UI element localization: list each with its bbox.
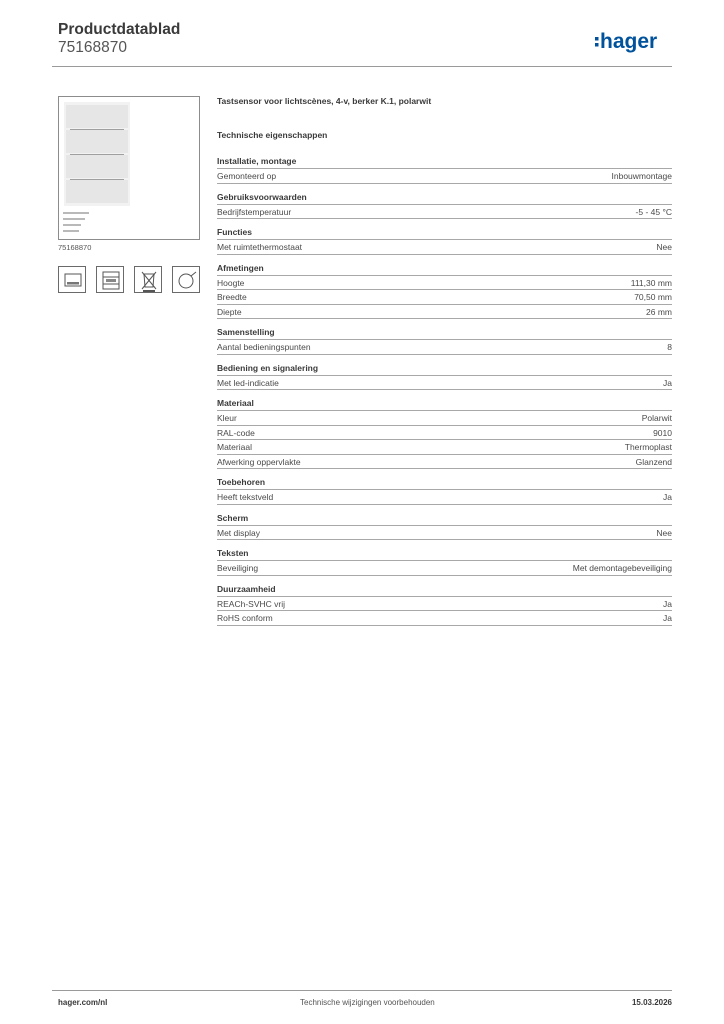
spec-section — [217, 362, 672, 391]
footer-website[interactable]: hager.com/nl — [58, 998, 108, 1007]
spec-value: Thermoplast — [624, 442, 672, 452]
footer-disclaimer: Technische wijzigingen voorbehouden — [300, 998, 435, 1007]
spec-label: Met led-indicatie — [217, 377, 279, 388]
spec-section-title: Materiaal — [217, 398, 254, 408]
spec-label: Met ruimtethermostaat — [217, 242, 303, 252]
spec-label: Beveiliging — [217, 563, 259, 573]
footer-divider — [52, 990, 672, 991]
spec-row — [217, 304, 672, 320]
spec-section — [217, 547, 672, 576]
weee-bin-icon — [134, 266, 162, 293]
spec-label: REACh-SVHC vrij — [217, 598, 286, 609]
spec-section-title: Samenstelling — [217, 327, 275, 337]
spec-row — [217, 289, 672, 304]
spec-row — [217, 596, 672, 611]
spec-label: Bedrijfstemperatuur — [217, 206, 292, 217]
svg-text:hager: hager — [600, 30, 658, 53]
spec-section-title: Afmetingen — [217, 262, 264, 273]
product-description: Tastsensor voor lichtscènes, 4-v, berker K.1, polarwit — [217, 96, 432, 106]
spec-label: Materiaal — [217, 442, 252, 452]
spec-label: Hoogte — [217, 277, 245, 288]
article-number: 75168870 — [58, 39, 127, 56]
spec-row — [217, 275, 672, 290]
spec-value: Polarwit — [641, 413, 672, 423]
spec-value: Ja — [663, 492, 672, 502]
image-caption: 75168870 — [58, 243, 92, 252]
spec-value: Ja — [663, 377, 672, 388]
spec-section — [217, 512, 672, 541]
spec-label: RAL-code — [217, 427, 255, 438]
spec-value: Inbouwmontage — [611, 171, 672, 181]
spec-row — [217, 610, 672, 626]
spec-label: Kleur — [217, 413, 237, 423]
page-title: Productdatablad — [58, 21, 181, 38]
spec-section-title: Gebruiksvoorwaarden — [217, 191, 307, 202]
spec-section — [217, 326, 672, 355]
spec-value: 9010 — [653, 427, 672, 438]
spec-label: Aantal bedieningspunten — [217, 342, 311, 352]
hager-logo — [595, 28, 675, 58]
spec-label: Heeft tekstveld — [217, 492, 274, 502]
spec-section — [217, 155, 672, 184]
spec-row — [217, 375, 672, 391]
spec-row — [217, 425, 672, 440]
spec-section — [217, 476, 672, 505]
spec-label: Afwerking oppervlakte — [217, 456, 301, 467]
device-front-icon — [58, 266, 86, 293]
spec-value: 26 mm — [646, 306, 672, 317]
spec-value: Nee — [656, 527, 672, 538]
spec-row — [217, 489, 672, 505]
header-divider — [52, 66, 672, 67]
spec-section — [217, 262, 672, 320]
spec-value: Ja — [663, 598, 672, 609]
spec-label: RoHS conform — [217, 613, 273, 623]
spec-row — [217, 204, 672, 220]
spec-row — [217, 454, 672, 470]
spec-row — [217, 410, 672, 425]
spec-section-title: Duurzaamheid — [217, 583, 276, 594]
rotary-knob-icon — [172, 266, 200, 293]
specs-title: Technische eigenschappen — [217, 130, 328, 140]
spec-section-title: Toebehoren — [217, 477, 266, 487]
spec-value: Ja — [663, 613, 672, 623]
product-panel — [64, 102, 130, 206]
spec-row — [217, 339, 672, 355]
spec-label: Breedte — [217, 292, 247, 302]
spec-row — [217, 168, 672, 184]
spec-table — [217, 155, 672, 633]
spec-value: Met demontagebeveiliging — [572, 563, 672, 573]
spec-section — [217, 191, 672, 220]
spec-label: Gemonteerd op — [217, 171, 277, 181]
spec-value: Glanzend — [635, 456, 672, 467]
spec-section-title: Functies — [217, 227, 252, 237]
spec-row — [217, 439, 672, 454]
spec-value: 8 — [667, 342, 672, 352]
spec-label: Diepte — [217, 306, 242, 317]
spec-value: Nee — [656, 242, 672, 252]
spec-section — [217, 397, 672, 469]
spec-label: Met display — [217, 527, 260, 538]
spec-section-title: Scherm — [217, 512, 249, 523]
spec-section-title: Installatie, montage — [217, 156, 297, 166]
spec-section — [217, 583, 672, 626]
spec-row — [217, 560, 672, 576]
spec-value: 111,30 mm — [630, 277, 672, 288]
spec-section — [217, 226, 672, 255]
product-image — [58, 96, 200, 240]
spec-value: -5 - 45 °C — [635, 206, 672, 217]
device-frame-icon — [96, 266, 124, 293]
footer-date: 15.03.2026 — [631, 998, 672, 1007]
spec-row — [217, 525, 672, 541]
spec-section-title: Bediening en signalering — [217, 362, 319, 373]
spec-section-title: Teksten — [217, 548, 249, 558]
spec-value: 70,50 mm — [634, 292, 672, 302]
spec-row — [217, 239, 672, 255]
